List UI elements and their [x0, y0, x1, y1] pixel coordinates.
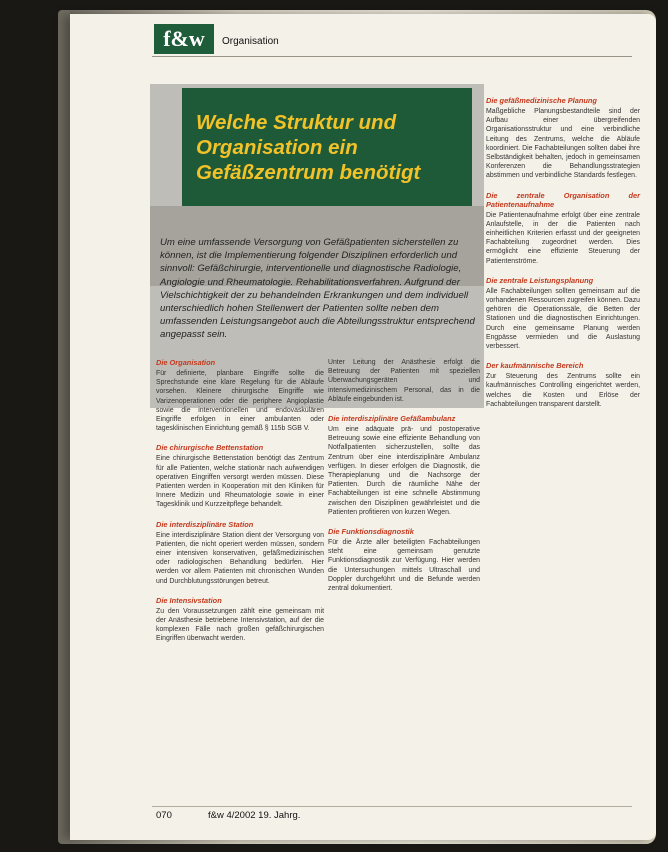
- section-heading: Die Funktionsdiagnostik: [328, 527, 414, 537]
- section-text: Eine interdisziplinäre Station dient der Versorgung von Patienten, die nicht operiert werden müssen, sondern einer intensiven konservativen, gefäßmedizinischen oder radiologischen Behandlung bedürfen. Hier werden vor allem Patienten mit chronischen Wunden und Durchblutungsstörungen betreut.: [156, 531, 324, 585]
- text-column-3: [486, 96, 640, 419]
- section-text: Die Patientenaufnahme erfolgt über eine zentrale Anlaufstelle, in der die Patienten nach einheitlichen Kriterien erfasst und der geeigneten Fachabteilung zugeordnet werden. Dies ermöglicht eine effiziente Steuerung der Patientenströme.: [486, 211, 640, 265]
- journal-logo: f&w: [154, 24, 214, 54]
- section-heading: Die zentrale Leistungsplanung: [486, 275, 594, 285]
- page-number: 070: [156, 810, 172, 821]
- section-text: Maßgebliche Planungsbestandteile sind der Aufbau einer übergreifenden Organisationsstruktur und eine verbindliche Leitung des Zentrums, welche die Abläufe koordiniert. Die Fachabteilungen sollten dabei ihre Selbständigkeit behalten, jedoch in gemeinsamen Konferenzen die Behandlungsstrategien abstimmen und verbindliche Standards festlegen.: [486, 108, 640, 180]
- section-heading: Die interdisziplinäre Station: [156, 519, 254, 529]
- article-intro: Um eine umfassende Versorgung von Gefäßpatienten sicherstellen zu können, ist die Implementierung folgender Disziplinen erforderlich und sinnvoll: Gefäßchirurgie, interventionelle und diagnostische Radiologie, Angiologie und Rheumatologie. Rehabilitationsverfahren. Aufgrund der Vielschichtigkeit der zu behandelnden Erkrankungen und dem individuell unterschiedlich hohen Stellenwert der Patienten sollte neben dem umfassenden Leistungsangebot auch die Abteilungsstruktur entsprechend angepasst sein.: [160, 237, 475, 341]
- section-text: Zu den Voraussetzungen zählt eine gemeinsam mit der Anästhesie betriebene Intensivstation, auf der die komplexen Fälle nach großen gefäßchirurgischen Eingriffen überwacht werden.: [156, 607, 324, 643]
- section-heading: Die gefäßmedizinische Planung: [486, 96, 597, 105]
- section-heading: Die chirurgische Bettenstation: [156, 443, 264, 453]
- section-text: Eine chirurgische Bettenstation benötigt das Zentrum für alle Patienten, welche stationär nach aufwendigen operativen Eingriffen versorgt werden müssen. Diese Patienten werden in Kooperation mit den Kliniken für Innere Medizin und Rheumatologie sowie in einer Tagesklinik und Kurzzeitpflege behandelt.: [156, 455, 324, 509]
- section-heading: Die interdisziplinäre Gefäßambulanz: [328, 414, 456, 424]
- section-text: Zur Steuerung des Zentrums sollte ein kaufmännisches Controlling eingerichtet werden, welches die Kosten und Erlöse der Fachabteilungen transparent darstellt.: [486, 373, 640, 408]
- section-text: Um eine adäquate prä- und postoperative Betreuung sowie eine effiziente Behandlung von Notfallpatienten sicherzustellen, sollte das Zentrum über eine interdisziplinäre Ambulanz verfügen. In dieser erfolgen die Diagnostik, die Therapieplanung und die Nachsorge der Patienten. Durch die räumliche Nähe der Fachabteilungen ist eine schnelle Abstimmung zwischen den Disziplinen gewährleistet und die Patienten profitieren von kurzen Wegen.: [328, 426, 480, 516]
- journal-issue: f&w 4/2002 19. Jahrg.: [208, 810, 301, 821]
- section-text: Für definierte, planbare Eingriffe sollte die Sprechstunde eine klare Regelung für die Abläufe vorsehen. Kleinere chirurgische Eingriffe wie Varizenoperationen oder die periphere Angioplastie sowie die interventionellen und endovaskulären Eingriffe erfolgen in einer ambulanten oder tagesklinischen Einrichtung gemäß § 115b SGB V.: [156, 370, 324, 433]
- text-column-2: [328, 358, 480, 603]
- header-divider: [152, 56, 632, 57]
- section-heading: Die zentrale Organisation der Patientenaufnahme: [486, 190, 640, 209]
- section-label: Organisation: [222, 36, 279, 47]
- text-column-1: [156, 358, 324, 654]
- footer-divider: [152, 806, 632, 807]
- section-text: Alle Fachabteilungen sollten gemeinsam auf die vorhandenen Ressourcen zugreifen können. Dazu gehören die Operationssäle, die Betten der Stationen und die diagnostischen Einrichtungen. Durch eine gemeinsame Planung werden Engpässe vermieden und die Auslastung verbessert.: [486, 287, 640, 351]
- section-text: Unter Leitung der Anästhesie erfolgt die Betreuung der Patienten mit speziellen Überwachungsgeräten und intensivmedizinischem Personal, das in die Abläufe eingebunden ist.: [328, 359, 480, 403]
- article-title-line-1: Welche Struktur und: [196, 111, 397, 134]
- title-box: [182, 88, 472, 206]
- section-text: Für die Ärzte aller beteiligten Fachabteilungen steht eine gemeinsam genutzte Funktionsdiagnostik zur Verfügung. Hier werden die Untersuchungen mittels Ultraschall und Doppler durchgeführt und die Befunde werden zentral dokumentiert.: [328, 539, 480, 593]
- section-heading: Die Intensivstation: [156, 595, 222, 605]
- article-title-line-2: Organisation ein: [196, 136, 358, 159]
- article-title-line-3: Gefäßzentrum benötigt: [196, 161, 421, 184]
- section-heading: Der kaufmännische Bereich: [486, 361, 584, 371]
- section-heading: Die Organisation: [156, 358, 216, 367]
